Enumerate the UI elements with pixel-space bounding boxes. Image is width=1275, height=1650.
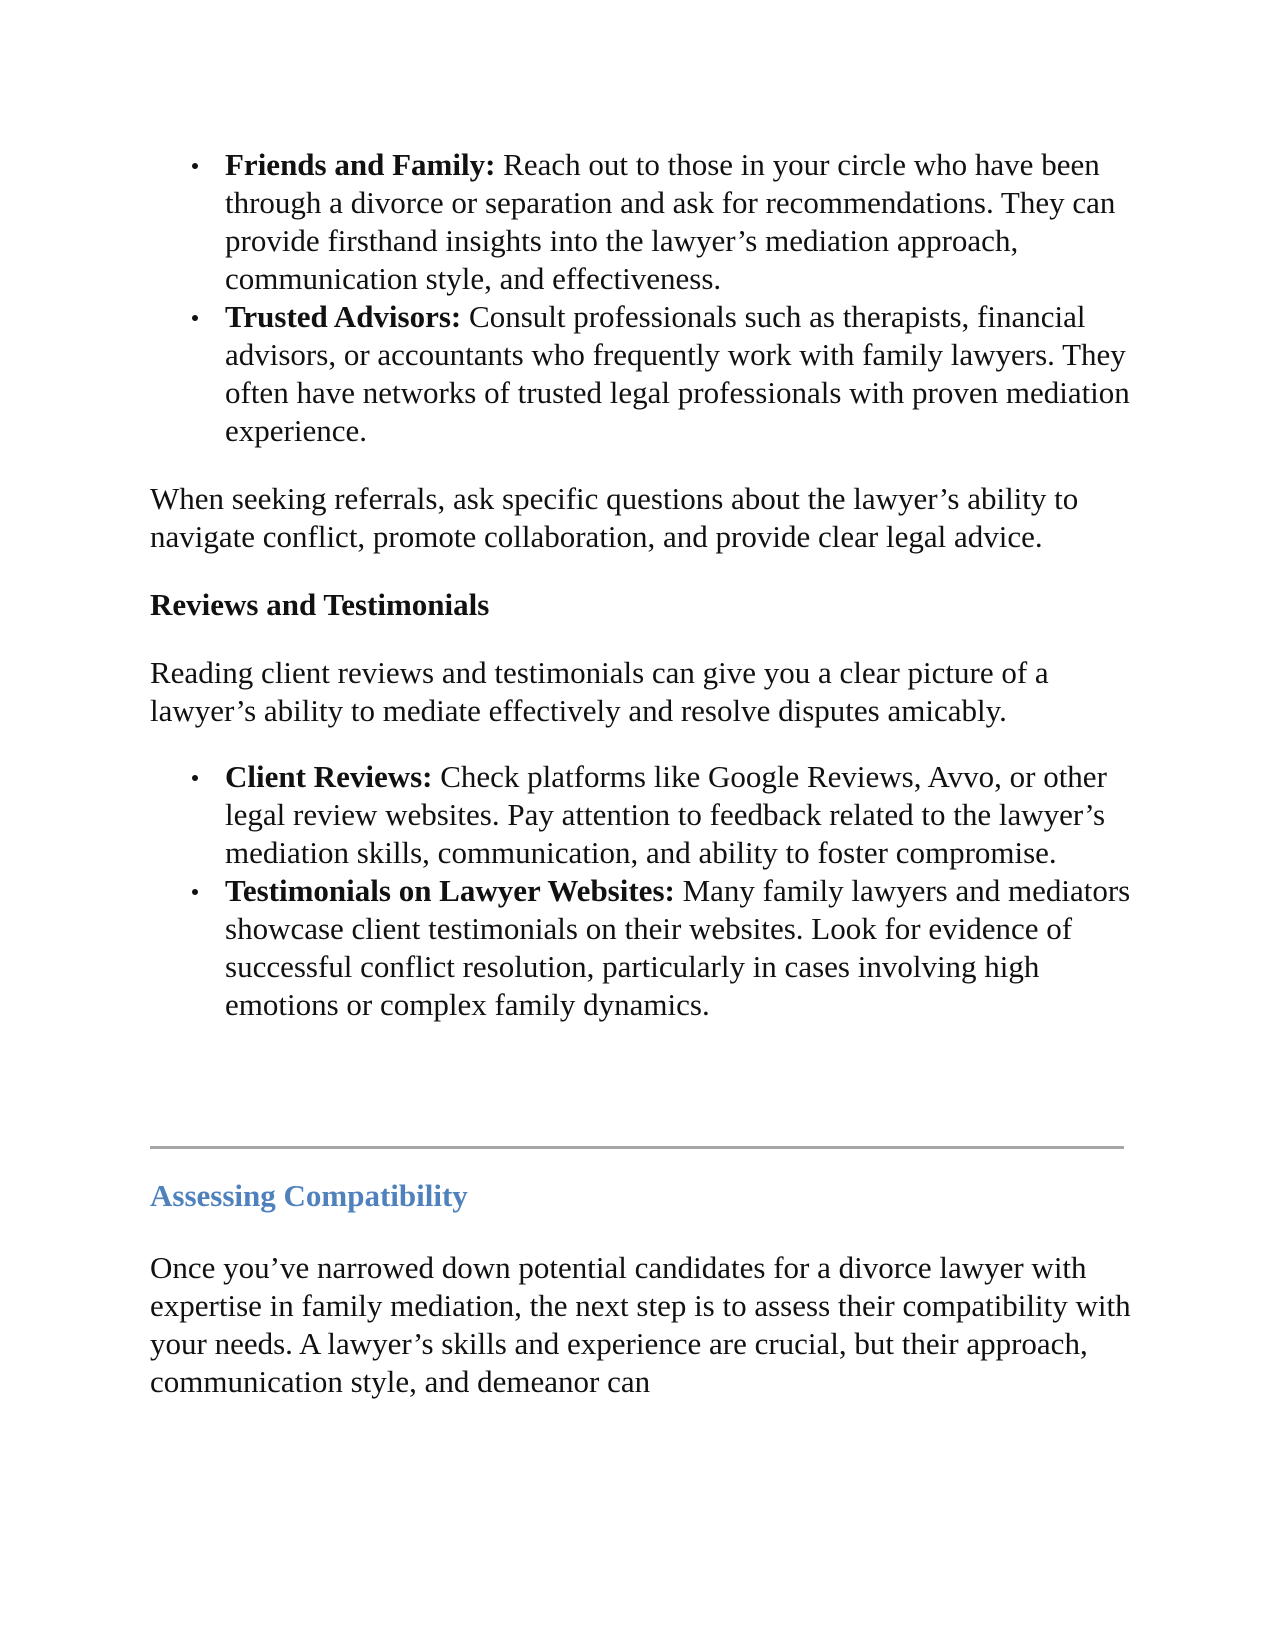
bullet-icon bbox=[192, 775, 198, 781]
list-item-text: Many family lawyers and mediators showcase client testimonials on their websites. Look for evidence of successful conflict resolution, particularly in cases involving high emotions or complex family dynamics. bbox=[225, 873, 1131, 1022]
reviews-paragraph: Reading client reviews and testimonials can give you a clear picture of a lawyer’s ability to mediate effectively and resolve disputes amicably. bbox=[150, 655, 1049, 728]
reviews-heading: Reviews and Testimonials bbox=[150, 587, 490, 622]
referrals-list bbox=[150, 146, 1135, 450]
list-item-lead: Friends and Family: bbox=[225, 147, 496, 182]
list-item-text: Reach out to those in your circle who have been through a divorce or separation and ask for recommendations. They can provide firsthand insights into the lawyer’s mediation approach, communication style, and effectiveness. bbox=[225, 147, 1116, 296]
list-item-lead: Trusted Advisors: bbox=[225, 299, 462, 334]
list-item bbox=[150, 298, 1135, 450]
reviews-list bbox=[150, 758, 1135, 1024]
bullet-icon bbox=[192, 315, 198, 321]
bullet-icon bbox=[192, 889, 198, 895]
list-item-lead: Client Reviews: bbox=[225, 759, 433, 794]
list-item bbox=[150, 758, 1135, 872]
list-item bbox=[150, 872, 1135, 1024]
list-item-text: Check platforms like Google Reviews, Avvo, or other legal review websites. Pay attention to feedback related to the lawyer’s mediation skills, communication, and ability to foster compromise. bbox=[225, 759, 1107, 870]
referrals-paragraph: When seeking referrals, ask specific questions about the lawyer’s ability to navigate conflict, promote collaboration, and provide clear legal advice. bbox=[150, 481, 1079, 554]
bullet-icon bbox=[192, 163, 198, 169]
list-item-text: Consult professionals such as therapists, financial advisors, or accountants who frequently work with family lawyers. They often have networks of trusted legal professionals with proven mediation experience. bbox=[225, 299, 1130, 448]
section-paragraph: Once you’ve narrowed down potential candidates for a divorce lawyer with expertise in family mediation, the next step is to assess their compatibility with your needs. A lawyer’s skills and experience are crucial, but their approach, communication style, and demeanor can bbox=[150, 1250, 1131, 1399]
section-heading: Assessing Compatibility bbox=[150, 1178, 468, 1213]
list-item bbox=[150, 146, 1135, 298]
document-page bbox=[150, 146, 1135, 1401]
list-item-lead: Testimonials on Lawyer Websites: bbox=[225, 873, 675, 908]
